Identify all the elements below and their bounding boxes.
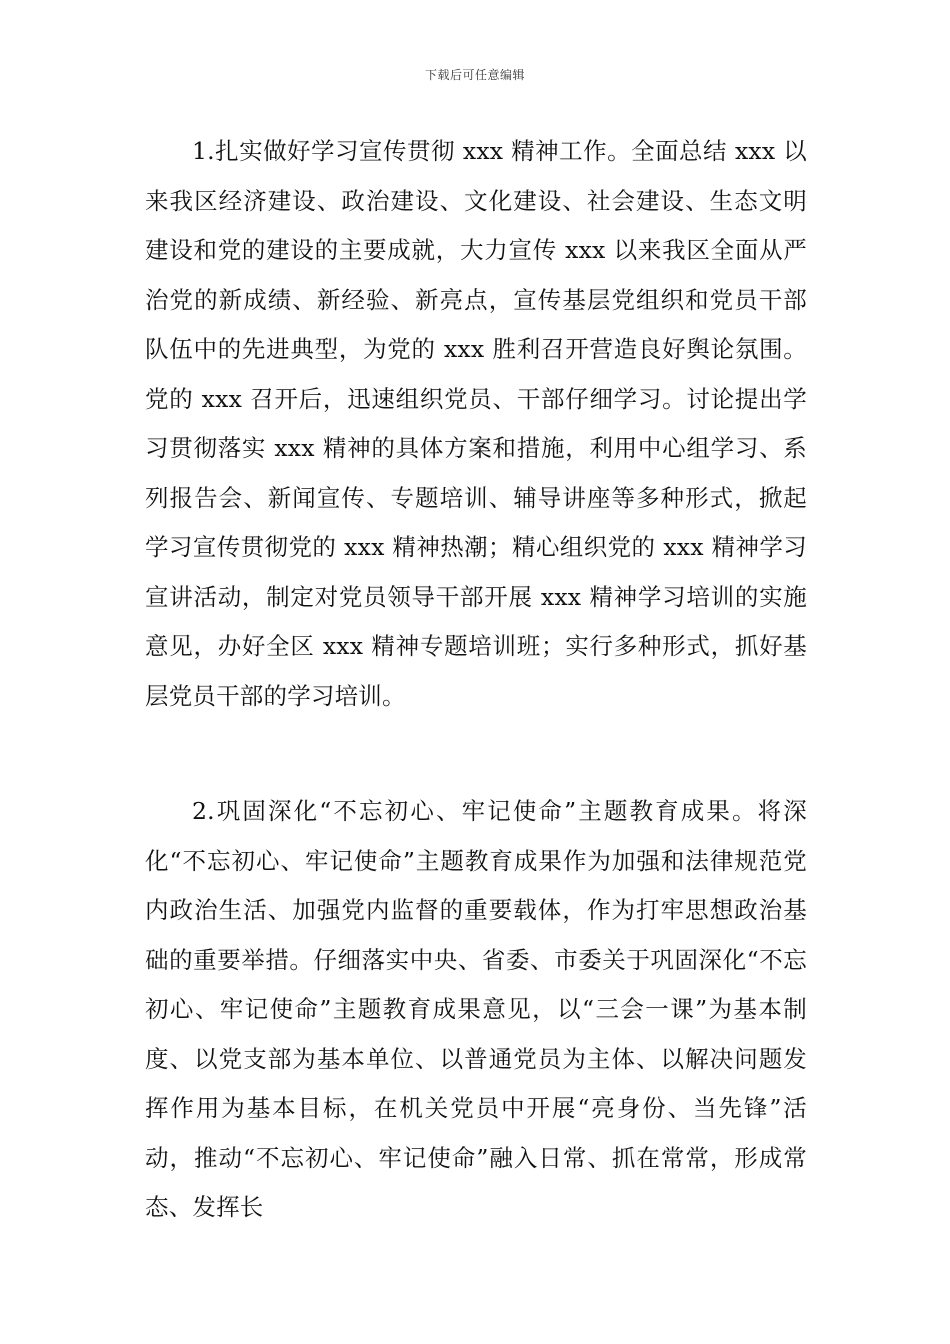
paragraph-spacer (145, 721, 807, 787)
page-header-note: 下载后可任意编辑 (424, 68, 525, 82)
document-body (145, 127, 807, 1233)
paragraph-1: 1.扎实做好学习宣传贯彻 xxx 精神工作。全面总结 xxx 以来我区经济建设、政治建设、文化建设、社会建设、生态文明建设和党的建设的主要成就，大力宣传 xxx 以来我区全面从严治党的新成绩、新经验、新亮点，宣传基层党组织和党员干部队伍中的先进典型，为党的 xxx 胜利召开营造良好舆论氛围。党的 xxx 召开后，迅速组织党员、干部仔细学习。讨论提出学习贯彻落实 xxx 精神的具体方案和措施，利用中心组学习、系列报告会、新闻宣传、专题培训、辅导讲座等多种形式，掀起学习宣传贯彻党的 xxx 精神热潮；精心组织党的 xxx 精神学习宣讲活动，制定对党员领导干部开展 xxx 精神学习培训的实施意见，办好全区 xxx 精神专题培训班；实行多种形式，抓好基层党员干部的学习培训。 (145, 137, 807, 710)
paragraph-2: 2.巩固深化“不忘初心、牢记使命”主题教育成果。将深化“不忘初心、牢记使命”主题教育成果作为加强和法律规范党内政治生活、加强党内监督的重要载体，作为打牢思想政治基础的重要举措。仔细落实中央、省委、市委关于巩固深化“不忘初心、牢记使命”主题教育成果意见，以“三会一课”为基本制度、以党支部为基本单位、以普通党员为主体、以解决问题发挥作用为基本目标，在机关党员中开展“亮身份、当先锋”活动，推动“不忘初心、牢记使命”融入日常、抓在常常，形成常态、发挥长 (145, 797, 807, 1221)
